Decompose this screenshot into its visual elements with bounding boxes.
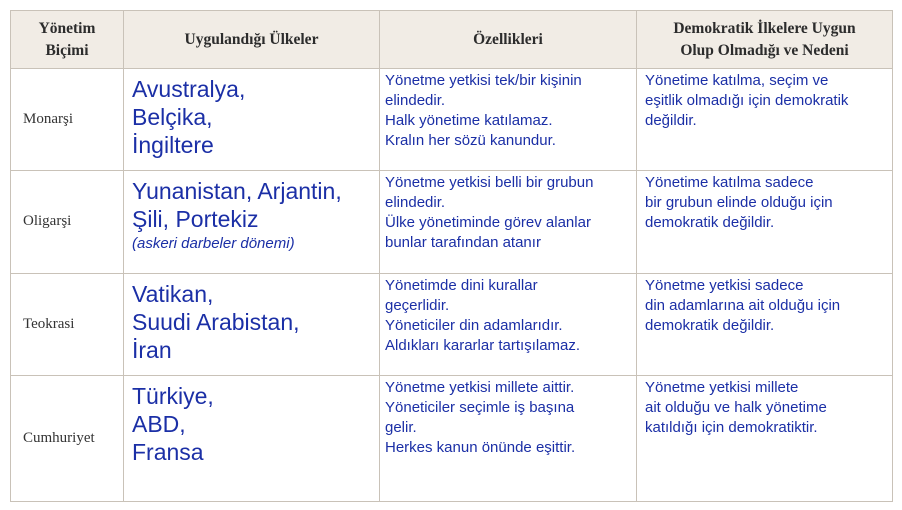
feature-line: gelir. (385, 418, 417, 436)
democratic-line: Yönetime katılma, seçim ve (645, 72, 829, 90)
democratic-cell (637, 375, 893, 501)
democratic-line: değildir. (645, 112, 697, 130)
country-text: Türkiye, (132, 382, 214, 409)
header-type-line-2: Biçimi (45, 41, 89, 59)
country-text: Fransa (132, 438, 204, 465)
government-type: Cumhuriyet (11, 375, 124, 501)
feature-line: bunlar tarafından atanır (385, 234, 541, 252)
country-text: Vatikan, (132, 280, 214, 307)
democratic-cell (637, 171, 893, 273)
country-text: Yunanistan, Arjantin, (132, 178, 342, 205)
feature-line: Yönetimde dini kurallar (385, 276, 538, 294)
table-row (11, 375, 893, 501)
democratic-line: din adamlarına ait olduğu için (645, 296, 841, 314)
democratic-line: demokratik değildir. (645, 214, 775, 232)
header-democratic (637, 11, 893, 69)
democratic-line: Yönetme yetkisi millete (645, 378, 799, 396)
table-row (11, 69, 893, 171)
country-text: İngiltere (132, 132, 214, 159)
countries-cell (124, 273, 380, 375)
country-text: Avustralya, (132, 76, 246, 103)
features-cell (380, 273, 637, 375)
government-type: Oligarşi (11, 171, 124, 273)
feature-line: Herkes kanun önünde eşittir. (385, 438, 576, 456)
democratic-line: demokratik değildir. (645, 316, 775, 334)
country-text: İran (132, 336, 172, 363)
header-democratic-line-2: Olup Olmadığı ve Nedeni (680, 41, 849, 59)
header-type (11, 11, 124, 69)
country-note: (askeri darbeler dönemi) (132, 235, 295, 253)
country-text: ABD, (132, 410, 186, 437)
government-type: Monarşi (11, 69, 124, 171)
feature-line: Yönetme yetkisi millete aittir. (385, 378, 575, 396)
democratic-line: katıldığı için demokratiktir. (645, 418, 818, 436)
democratic-line: Yönetme yetkisi sadece (645, 276, 804, 294)
feature-line: Kralın her sözü kanundur. (385, 132, 556, 150)
feature-line: Halk yönetime katılamaz. (385, 112, 553, 130)
countries-cell (124, 69, 380, 171)
features-cell (380, 375, 637, 501)
countries-cell (124, 375, 380, 501)
government-types-table (10, 10, 893, 502)
header-features: Özellikleri (380, 11, 637, 69)
table-row (11, 273, 893, 375)
government-type: Teokrasi (11, 273, 124, 375)
democratic-line: eşitlik olmadığı için demokratik (645, 92, 849, 110)
country-text: Belçika, (132, 104, 213, 131)
feature-line: elindedir. (385, 194, 446, 212)
feature-line: Yöneticiler seçimle iş başına (385, 398, 575, 416)
header-type-line-1: Yönetim (38, 19, 96, 37)
democratic-cell (637, 69, 893, 171)
democratic-cell (637, 273, 893, 375)
header-democratic-line-1: Demokratik İlkelere Uygun (673, 19, 856, 37)
feature-line: elindedir. (385, 92, 446, 110)
countries-cell (124, 171, 380, 273)
header-row (11, 11, 893, 69)
democratic-line: ait olduğu ve halk yönetime (645, 398, 827, 416)
feature-line: Ülke yönetiminde görev alanlar (385, 214, 591, 232)
features-cell (380, 69, 637, 171)
democratic-line: Yönetime katılma sadece (645, 174, 814, 192)
democratic-line: bir grubun elinde olduğu için (645, 194, 833, 212)
country-text: Suudi Arabistan, (132, 308, 300, 335)
feature-line: geçerlidir. (385, 296, 450, 314)
country-text: Şili, Portekiz (132, 206, 259, 233)
feature-line: Yönetme yetkisi belli bir grubun (385, 174, 594, 192)
feature-line: Yöneticiler din adamlarıdır. (385, 316, 563, 334)
feature-line: Aldıkları kararlar tartışılamaz. (385, 336, 581, 354)
features-cell (380, 171, 637, 273)
feature-line: Yönetme yetkisi tek/bir kişinin (385, 72, 582, 90)
header-countries: Uygulandığı Ülkeler (124, 11, 380, 69)
table-row (11, 171, 893, 273)
